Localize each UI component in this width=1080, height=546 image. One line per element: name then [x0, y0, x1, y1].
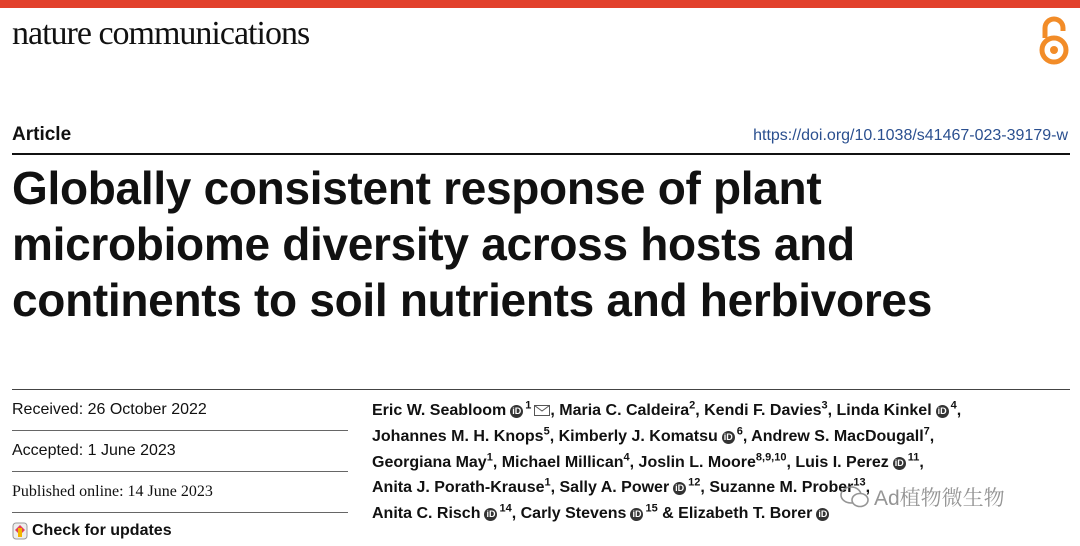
orcid-icon[interactable]: iD	[675, 483, 685, 494]
title-line: continents to soil nutrients and herbivores	[12, 274, 932, 326]
author-name: Carly Stevens	[520, 505, 627, 523]
affiliation-number: 5	[543, 425, 550, 438]
affiliation-number: 1	[544, 477, 551, 490]
doi-link[interactable]: https://doi.org/10.1038/s41467-023-39179-w	[753, 127, 1068, 144]
author[interactable]	[795, 451, 920, 471]
author-line: Anita J. Porath-Krause$^1$, Sally A. Power iD $^{12}$, Suzanne M. Prober$^{13}$,	[372, 477, 871, 497]
affiliation-number: 11	[907, 451, 920, 464]
author-line: Eric W. Seabloom iD $^1$ , Maria C. Caldeira$^2$, Kendi F. Davies$^3$, Linda Kinkel iD $^4$,	[372, 399, 962, 419]
author-name: Kendi F. Davies	[704, 402, 822, 419]
check-updates-icon	[12, 522, 28, 540]
affiliation-number: 3	[821, 399, 828, 412]
author[interactable]	[372, 479, 551, 496]
open-access-lock-icon	[1036, 16, 1072, 66]
orcid-icon[interactable]: iD	[632, 509, 642, 520]
author[interactable]	[751, 425, 930, 445]
orcid-icon[interactable]: iD	[894, 457, 904, 468]
author[interactable]	[704, 399, 828, 419]
article-type: Article	[12, 124, 72, 145]
affiliation-number: 13	[853, 477, 866, 490]
metadata-separator	[12, 512, 348, 513]
title-line: Globally consistent response of plant	[12, 162, 822, 214]
author[interactable]	[836, 399, 957, 419]
email-icon[interactable]	[534, 405, 550, 416]
author-name: Luis I. Perez	[795, 453, 889, 471]
author-name: Eric W. Seabloom	[372, 402, 507, 419]
author[interactable]	[559, 399, 696, 419]
header-divider	[12, 153, 1070, 155]
author[interactable]	[372, 425, 550, 445]
title-line: microbiome diversity across hosts and	[12, 218, 855, 270]
author-name: Michael Millican	[501, 453, 624, 471]
author-name: Georgiana May	[372, 453, 487, 471]
affiliation-number: 4	[950, 399, 957, 412]
wechat-icon	[840, 486, 870, 508]
author[interactable]	[501, 451, 630, 471]
journal-name[interactable]: nature communications	[12, 15, 310, 52]
author[interactable]	[678, 505, 831, 522]
affiliation-number: 6	[736, 425, 743, 438]
author[interactable]	[372, 502, 512, 523]
author-name: Elizabeth T. Borer	[678, 505, 813, 523]
author[interactable]	[372, 451, 493, 471]
affiliation-number: 14	[499, 502, 512, 515]
author-name: Kimberly J. Komatsu	[558, 427, 718, 445]
author-name: Suzanne M. Prober	[709, 479, 854, 497]
metadata-divider	[12, 389, 1070, 390]
author[interactable]	[560, 479, 701, 496]
orcid-icon[interactable]: iD	[937, 406, 947, 416]
accepted-date: Accepted: 1 June 2023	[12, 442, 176, 459]
author-name: Linda Kinkel	[836, 402, 932, 419]
author-name: Anita C. Risch	[372, 505, 481, 523]
author[interactable]	[558, 425, 743, 445]
affiliation-number: 1	[525, 399, 532, 412]
author[interactable]	[372, 399, 550, 419]
author-line: Johannes M. H. Knops$^5$, Kimberly J. Komatsu iD $^6$, Andrew S. MacDougall$^7$,	[372, 425, 935, 445]
author[interactable]	[520, 502, 658, 523]
received-date: Received: 26 October 2022	[12, 401, 207, 418]
watermark	[840, 482, 1005, 512]
affiliation-number: 12	[688, 477, 701, 490]
metadata-separator	[12, 471, 348, 472]
author-name: Maria C. Caldeira	[559, 402, 690, 419]
orcid-icon[interactable]: iD	[486, 509, 496, 520]
article-title	[12, 160, 1072, 328]
watermark-text: Ad植物微生物	[874, 487, 1005, 510]
affiliation-number: 1	[486, 451, 493, 464]
author-name: Anita J. Porath-Krause	[372, 479, 545, 497]
author[interactable]	[638, 451, 787, 471]
affiliation-number: 7	[923, 425, 930, 438]
published-date: Published online: 14 June 2023	[12, 483, 213, 500]
affiliation-number: 4	[623, 451, 630, 464]
author-name: Johannes M. H. Knops	[372, 427, 544, 445]
author-name: Andrew S. MacDougall	[751, 427, 924, 445]
orcid-icon[interactable]: iD	[818, 509, 828, 520]
author-name: Joslin L. Moore	[638, 453, 756, 471]
author-name: Sally A. Power	[559, 479, 670, 497]
affiliation-number: 15	[645, 502, 658, 515]
author-line: Georgiana May$^1$, Michael Millican$^4$, Joslin L. Moore$^{8,9,10}$, Luis I. Perez iD $^{11}$,	[372, 451, 924, 471]
orcid-icon[interactable]: iD	[512, 406, 522, 416]
affiliation-number: 8,9,10	[755, 451, 787, 464]
author-line: Anita C. Risch iD $^{14}$, Carly Stevens iD $^{15}$ & Elizabeth T. Borer iD	[372, 501, 1072, 527]
affiliation-number: 2	[689, 399, 696, 412]
journal-accent-bar	[0, 0, 1080, 8]
metadata-separator	[12, 430, 348, 431]
check-for-updates-button[interactable]	[12, 520, 172, 542]
check-updates-label: Check for updates	[32, 522, 172, 539]
orcid-icon[interactable]: iD	[723, 431, 733, 442]
